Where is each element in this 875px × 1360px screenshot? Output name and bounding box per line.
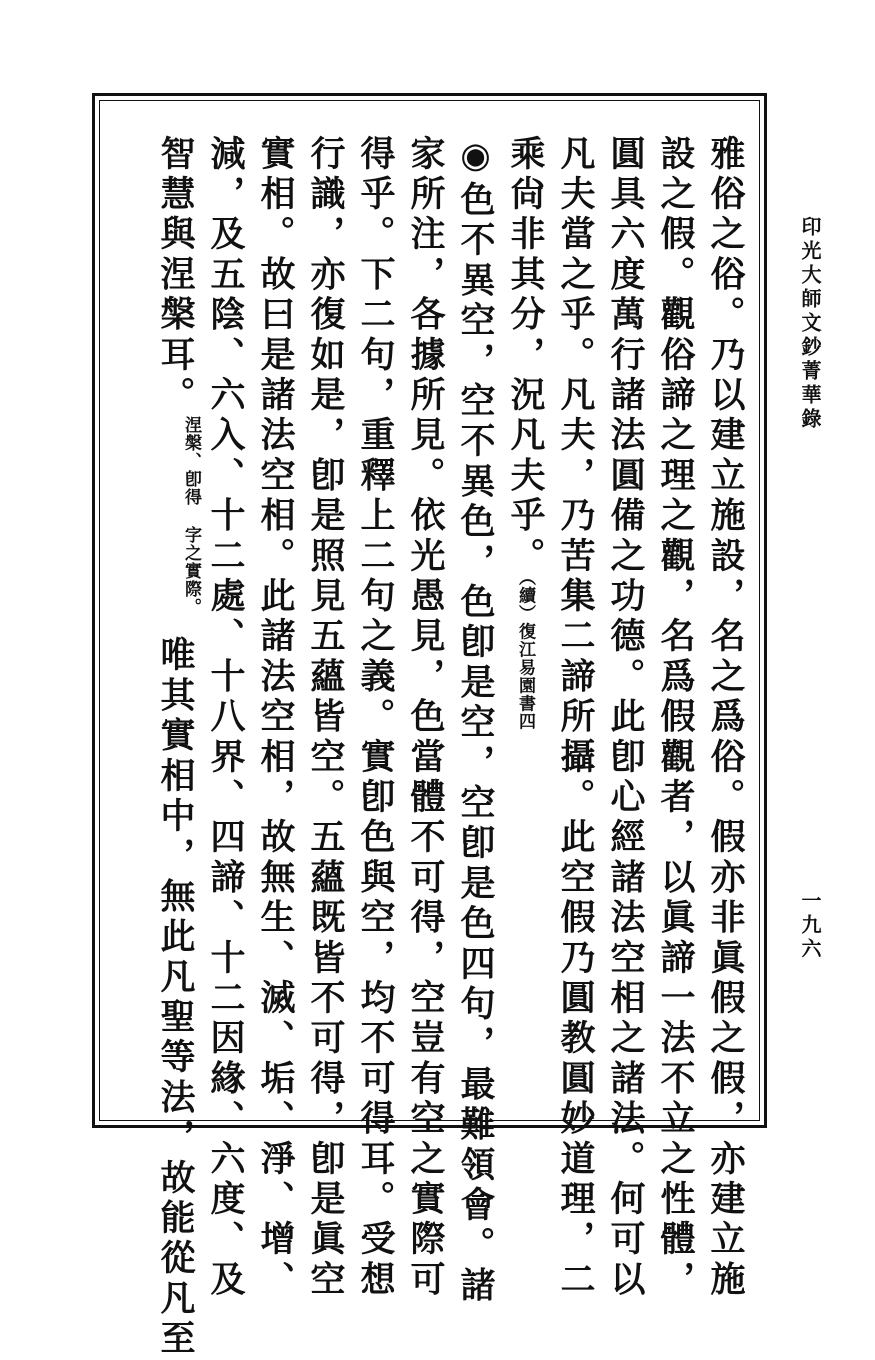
column-text: 減，及五陰、六入、十二處、十八界、四諦、十二因緣、六度、及 [205,135,246,1301]
column-text: 乘尙非其分，況凡夫乎。 [505,135,546,578]
text-column-3 [600,135,650,1301]
column-text: 行識，亦復如是，卽是照見五蘊皆空。五蘊既皆不可得，卽是眞空 [305,135,346,1301]
text-column-10 [250,135,300,1301]
column-text: 家所注，各據所見。依光愚見，色當體不可得，空豈有空之實際可 [405,135,446,1301]
text-column-6 [450,135,500,1307]
interlinear-note-left: 字之實際。 [181,526,201,617]
text-column-12 [150,135,201,1360]
column-text: 實相。故曰是諸法空相。此諸法空相，故無生、滅、垢、淨、增、 [255,135,296,1301]
running-title: 印光大師文鈔菁華錄 [798,216,822,432]
interlinear-note-right: 涅槃、卽得 [181,416,201,507]
column-text: 設之假。觀俗諦之理之觀，名爲假觀者，以眞諦一法不立之性體， [655,135,696,1301]
text-column-7 [400,135,450,1301]
page-number: 一九六 [798,890,822,962]
text-column-8 [350,135,400,1301]
column-text: 圓具六度萬行諸法圓備之功德。此卽心經諸法空相之諸法。何可以 [605,135,646,1301]
column-text: 智慧與涅槃耳。 [155,135,196,417]
text-column-11 [200,135,250,1301]
column-text: 雅俗之俗。乃以建立施設，名之爲俗。假亦非眞假之假，亦建立施 [705,135,746,1301]
source-note: （續）復江易園書四 [515,577,535,731]
text-column-2 [650,135,700,1301]
column-text-continued: 唯其實相中，無此凡聖等法，故能從凡至 [155,636,196,1360]
text-column-4 [550,135,600,1301]
column-text: 得乎。下二句，重釋上二句之義。實卽色與空，均不可得耳。受想 [355,135,396,1301]
text-column-1 [700,135,750,1301]
text-column-5 [500,135,550,1110]
column-text: ◉色不異空，空不異色，色卽是空，空卽是色四句，最難領會。諸 [455,135,496,1307]
column-text: 凡夫當之乎。凡夫，乃苦集二諦所攝。此空假乃圓教圓妙道理，二 [555,135,596,1301]
text-column-9 [300,135,350,1301]
